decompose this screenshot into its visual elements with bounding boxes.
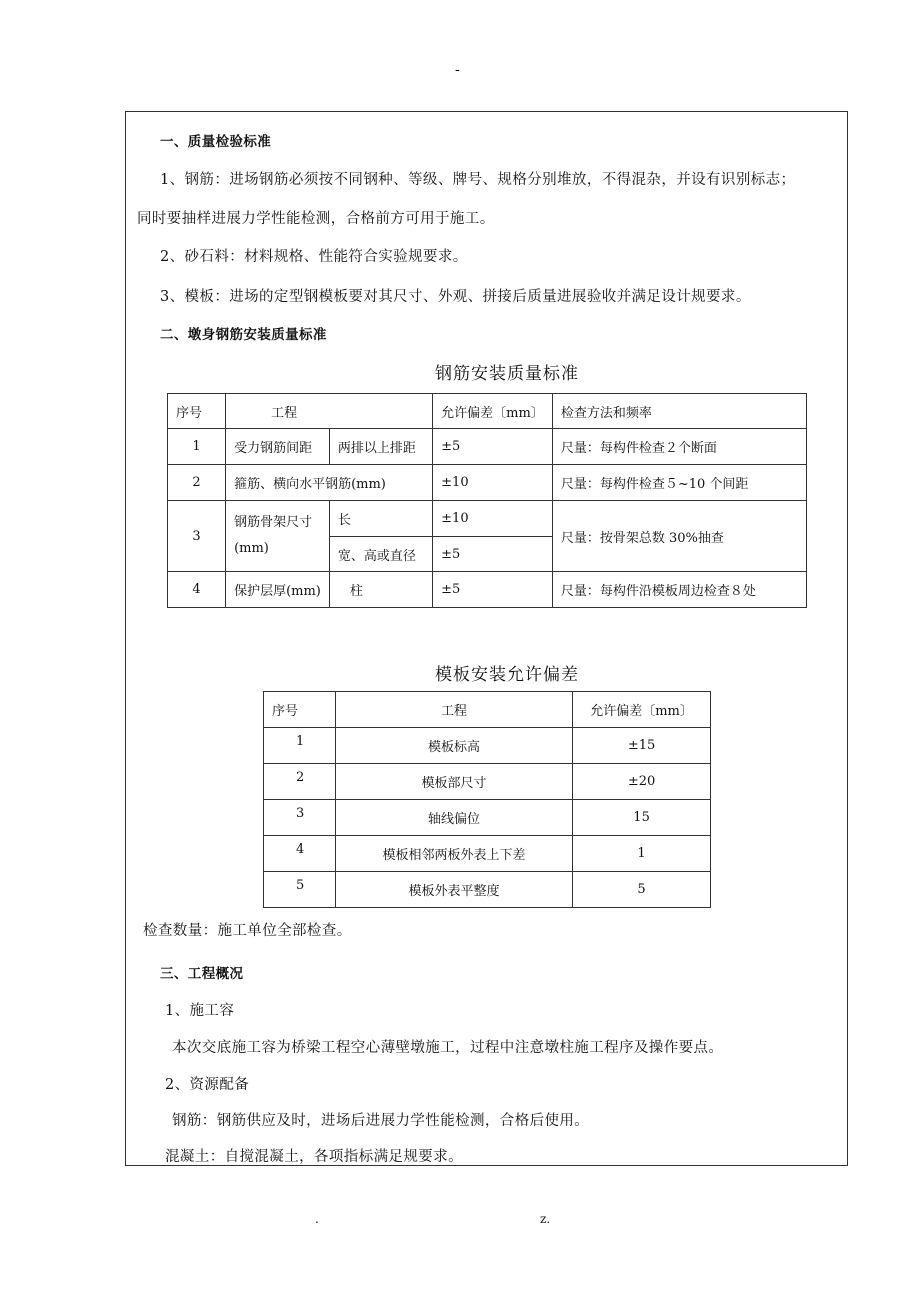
table-header-row [168,394,807,429]
header-cell: 允许偏差〔mm〕 [573,692,711,728]
table-row [264,836,711,872]
row-item [226,501,330,572]
section3-title: 三、工程概况 [160,966,244,982]
table-row [168,501,807,537]
table-row [168,572,807,608]
row-item: 受力钢筋间距 [226,429,330,465]
table-row [264,728,711,764]
inspection-note: 检查数量：施工单位全部检查。 [143,923,352,939]
table-row [264,800,711,836]
table1-caption: 钢筋安装质量标准 [435,364,579,384]
footer-left: . [315,1212,319,1226]
section1-line-2: 同时要抽样进展力学性能检测，合格前方可用于施工。 [137,211,495,227]
row-item: 箍筋、横向水平钢筋(mm) [226,465,433,501]
header-mark: - [455,62,460,78]
row-item: 模板标高 [335,728,572,764]
row-tolerance: ±10 [433,501,553,537]
header-cell: 工程 [335,692,572,728]
section1-line-4: 3、模板：进场的定型钢模板要对其尺寸、外观、拼接后质量进展验收并满足设计规要求。 [160,289,751,305]
row-number: 3 [168,501,226,572]
row-method: 尺量：每构件沿模板周边检查８处 [552,572,806,608]
row-subitem: 长 [329,501,432,537]
row-tolerance: 1 [573,836,711,872]
row-number: 3 [264,800,336,836]
row-method: 尺量：按骨架总数 30%抽查 [552,501,806,572]
row-subitem: 两排以上排距 [329,429,432,465]
section1-line-3: 2、砂石料：材料规格、性能符合实验规要求。 [160,249,468,265]
row-item: 轴线偏位 [335,800,572,836]
header-cell: 序号 [264,692,336,728]
row-item: 模板部尺寸 [335,764,572,800]
formwork-tolerance-table [263,691,711,908]
header-cell: 允许偏差〔mm〕 [433,394,553,429]
footer-right: z. [540,1212,551,1226]
section1-line-1: 1、钢筋：进场钢筋必须按不同钢种、等级、牌号、规格分别堆放，不得混杂，并设有识别标志； [160,172,796,188]
table-header-row [264,692,711,728]
table-row [168,429,807,465]
section3-sub1-text: 本次交底施工容为桥梁工程空心薄壁墩施工，过程中注意墩柱施工程序及操作要点。 [172,1040,724,1056]
row-subitem: 宽、高或直径 [329,537,432,572]
row-number: 1 [168,429,226,465]
header-cell: 检查方法和频率 [552,394,806,429]
row-tolerance: ±15 [573,728,711,764]
header-cell: 序号 [168,394,226,429]
section1-title: 一、质量检验标准 [160,134,272,150]
row-number: 5 [264,872,336,908]
table-row [264,872,711,908]
row-number: 2 [168,465,226,501]
row-tolerance: 5 [573,872,711,908]
row-tolerance: ±5 [433,572,553,608]
row-item-line: 钢筋骨架尺寸 [234,515,313,530]
table-row [168,465,807,501]
row-item: 保护层厚(mm) [226,572,330,608]
row-item: 模板外表平整度 [335,872,572,908]
row-item: 模板相邻两板外表上下差 [335,836,572,872]
row-tolerance: ±5 [433,429,553,465]
row-tolerance: ±10 [433,465,553,501]
row-number: 4 [264,836,336,872]
row-method: 尺量：每构件检查２个断面 [552,429,806,465]
section3-sub2-line-2: 混凝土：自搅混凝土，各项指标满足规要求。 [165,1149,463,1165]
section3-sub1-title: 1、施工容 [165,1003,235,1019]
row-item-unit: (mm) [234,541,269,556]
row-tolerance: ±5 [433,537,553,572]
row-number: 2 [264,764,336,800]
section3-sub2-line-1: 钢筋：钢筋供应及时，进场后进展力学性能检测，合格后使用。 [172,1113,590,1129]
row-tolerance: ±20 [573,764,711,800]
table2-caption: 模板安装允许偏差 [435,665,579,685]
rebar-quality-table [167,393,807,608]
row-number: 4 [168,572,226,608]
section2-title: 二、墩身钢筋安装质量标准 [160,327,327,343]
row-subitem: 柱 [329,572,432,608]
row-method: 尺量：每构件检查５~10 个间距 [552,465,806,501]
row-tolerance: 15 [573,800,711,836]
table-row [264,764,711,800]
section3-sub2-title: 2、资源配备 [165,1077,250,1093]
row-number: 1 [264,728,336,764]
header-cell: 工程 [226,394,433,429]
